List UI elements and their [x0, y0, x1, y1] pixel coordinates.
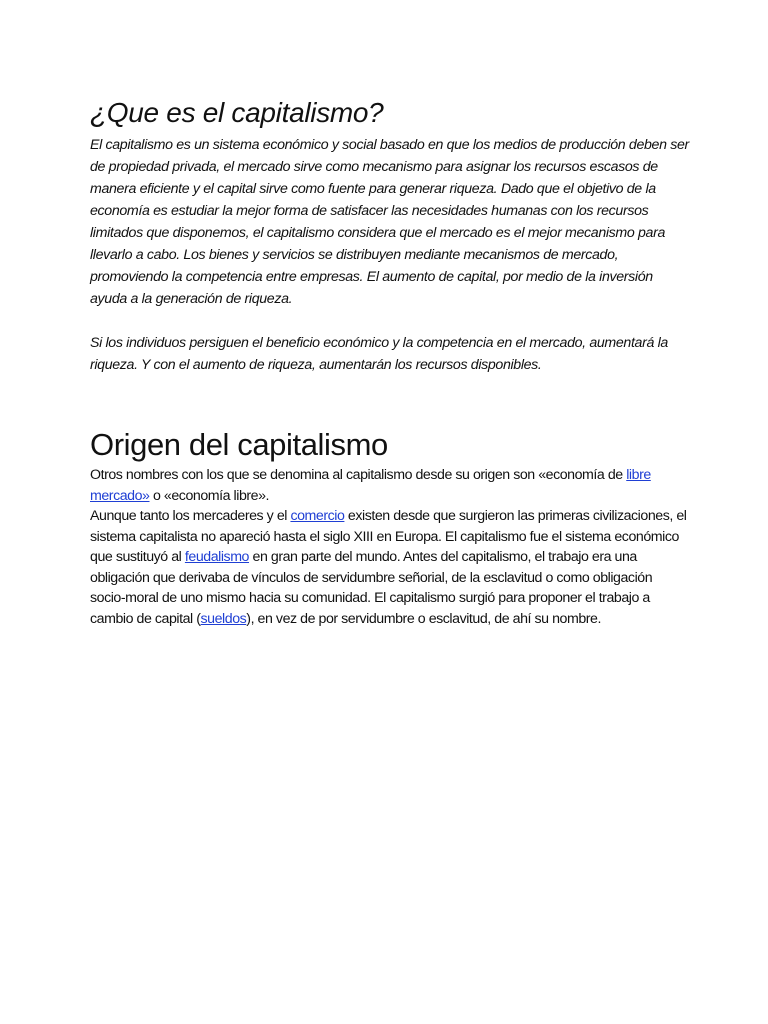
text-segment: existen desde que surgieron las primeras civilizaciones, el sistema capitalista no apareció hasta el siglo XIII en Europa. El capitalismo fue el sistema económico que sustituyó al [90, 508, 687, 565]
link-comercio[interactable]: comercio [290, 508, 345, 524]
text-segment: o «economía libre». [149, 487, 270, 504]
paragraph-definicion: El capitalismo es un sistema económico y social basado en que los medios de producción deben ser de propiedad privada, el mercado sirve como mecanismo para asignar los recursos escasos de manera eficiente y el capital sirve como fuente para generar riqueza. Dado que el objetivo de la economía es estudiar la mejor forma de satisfacer las necesidades humanas con los recursos limitados que disponemos, el capitalismo considera que el mercado es el mejor mecanismo para llevarlo a cabo. Los bienes y servicios se distribuyen mediante mecanismos de mercado, promoviendo la competencia entre empresas. El aumento de capital, por medio de la inversión ayuda a la generación de riqueza. [90, 137, 689, 307]
section-spacer [90, 376, 690, 426]
paragraph-historia [90, 506, 690, 629]
text-segment: Otros nombres con los que se denomina al capitalismo desde su origen son «economía de [90, 467, 627, 483]
paragraph-otros-nombres [90, 465, 690, 506]
link-libre-mercado[interactable]: libre mercado» [90, 467, 651, 504]
heading-que-es-capitalismo: ¿Que es el capitalismo? [90, 97, 384, 128]
text-segment: en gran parte del mundo. Antes del capitalismo, el trabajo era una obligación que derivaba de vínculos de servidumbre señorial, de la esclavitud o como obligación socio-moral de uno mismo hacia su comunidad. El capitalismo surgió para proponer el trabajo a cambio de capital ( [90, 549, 653, 627]
link-sueldos[interactable]: sueldos [200, 610, 247, 627]
text-segment: Aunque tanto los mercaderes y el [90, 508, 291, 524]
paragraph-beneficio: Si los individuos persiguen el beneficio económico y la competencia en el mercado, aumentará la riqueza. Y con el aumento de riqueza, aumentarán los recursos disponibles. [90, 335, 668, 373]
heading-origen-capitalismo: Origen del capitalismo [90, 427, 388, 462]
link-feudalismo[interactable]: feudalismo [184, 549, 250, 565]
text-segment: ), en vez de por servidumbre o esclavitud, de ahí su nombre. [246, 610, 601, 627]
paragraph-spacer [90, 310, 690, 332]
document-page [90, 96, 690, 629]
